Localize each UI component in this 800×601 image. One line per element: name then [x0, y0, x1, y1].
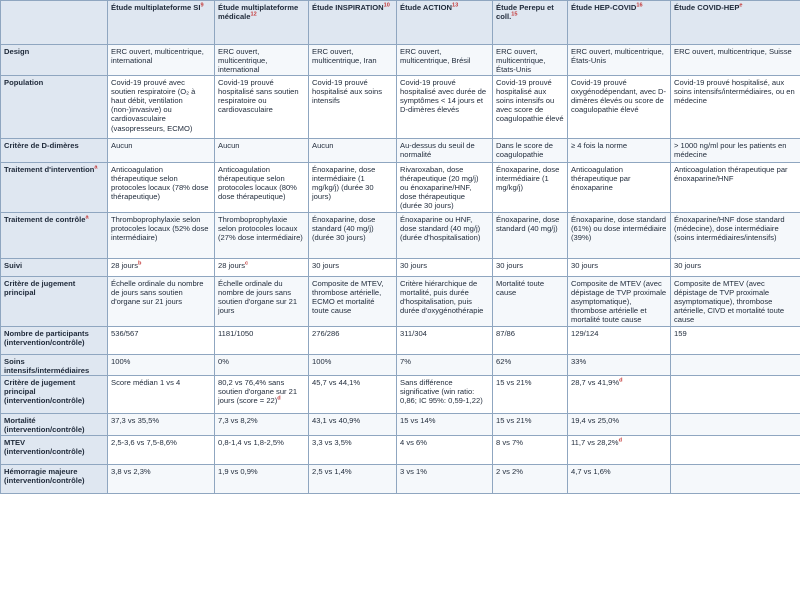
- row-label-text: MTEV (intervention/contrôle): [4, 438, 85, 457]
- row-label: [1, 414, 108, 436]
- table-cell: [397, 276, 493, 326]
- table-cell: [108, 75, 215, 138]
- row-label: [1, 465, 108, 494]
- cell-text: 30 jours: [312, 260, 340, 270]
- table-cell: [108, 45, 215, 76]
- cell-text: Anticoagulation thérapeutique par énoxaparine/HNF: [674, 164, 788, 183]
- row-label-text: Soins intensifs/intermédiaires: [4, 356, 90, 375]
- table-cell: [671, 45, 800, 76]
- cell-text: 3,8 vs 2,3%: [111, 467, 151, 477]
- cell-text: Composite de MTEV (avec dépistage de TVP proximale asymptomatique), thrombose artérielle et mortalité toute cause: [571, 278, 667, 325]
- cell-text: ERC ouvert, multicentrique, Suisse: [674, 47, 792, 56]
- table-cell: [108, 436, 215, 465]
- row-label: [1, 162, 108, 212]
- reference-number: 15: [511, 11, 518, 18]
- row-label: [1, 376, 108, 414]
- table-cell: [397, 436, 493, 465]
- table-cell: [568, 212, 671, 258]
- cell-text: 100%: [111, 356, 131, 366]
- table-cell: [493, 138, 568, 162]
- table-cell: [215, 258, 309, 276]
- cell-text: 15 vs 14%: [400, 416, 436, 426]
- cell-text: 87/86: [496, 328, 516, 338]
- footnote-marker: d: [618, 437, 622, 444]
- table-cell: [493, 75, 568, 138]
- table-cell: [493, 465, 568, 494]
- reference-number: 16: [636, 2, 643, 9]
- table-cell: [108, 326, 215, 354]
- table-cell: [671, 326, 800, 354]
- table-cell: [215, 376, 309, 414]
- table-cell: [108, 376, 215, 414]
- table-row: [1, 276, 800, 326]
- cell-text: Énoxaparine, dose intermédiaire (1 mg/kg/j): [496, 164, 560, 193]
- table-cell: [671, 258, 800, 276]
- cell-text: Thromboprophylaxie selon protocoles locaux (52% dose intermédiaire): [111, 214, 209, 243]
- cell-text: Covid-19 prouvé oxygénodépendant, avec D-dimères élevés ou score de coagulopathie élevé: [571, 77, 666, 115]
- table-cell: [493, 258, 568, 276]
- cell-text: 100%: [312, 356, 332, 366]
- table-cell: [493, 376, 568, 414]
- row-label: [1, 436, 108, 465]
- table-cell: [568, 436, 671, 465]
- table-cell: [568, 162, 671, 212]
- row-label: [1, 354, 108, 375]
- table-row: [1, 465, 800, 494]
- table-cell: [397, 376, 493, 414]
- cell-text: 28,7 vs 41,9%: [571, 378, 620, 388]
- row-label-text: Suivi: [4, 260, 23, 270]
- cell-text: 276/286: [312, 328, 340, 338]
- cell-text: 536/567: [111, 328, 139, 338]
- table-cell: [568, 75, 671, 138]
- table-cell: [215, 276, 309, 326]
- cell-text: Énoxaparine ou HNF, dose standard (40 mg/j) (durée d'hospitalisation): [400, 214, 481, 243]
- table-row: [1, 354, 800, 375]
- cell-text: 2,5 vs 1,4%: [312, 467, 352, 477]
- study-header-text: Étude multiplateforme médicale: [218, 3, 299, 22]
- cell-text: Covid-19 prouvé hospitalisé aux soins intensifs: [312, 77, 383, 106]
- table-cell: [309, 436, 397, 465]
- cell-text: 7%: [400, 356, 411, 366]
- table-row: [1, 436, 800, 465]
- table-row: [1, 212, 800, 258]
- table-cell: [397, 138, 493, 162]
- table-cell: [309, 258, 397, 276]
- study-header: [568, 1, 671, 45]
- table-cell: [671, 414, 800, 436]
- cell-text: Énoxaparine, dose standard (40 mg/j): [496, 214, 560, 233]
- reference-number: 9: [200, 2, 204, 9]
- table-cell: [671, 436, 800, 465]
- table-cell: [397, 162, 493, 212]
- table-cell: [493, 212, 568, 258]
- table-row: [1, 414, 800, 436]
- table-cell: [493, 326, 568, 354]
- study-header-text: Étude INSPIRATION: [312, 3, 384, 12]
- table-row: [1, 45, 800, 76]
- reference-number: 10: [383, 2, 390, 9]
- table-cell: [309, 414, 397, 436]
- table-cell: [215, 45, 309, 76]
- cell-text: Covid-19 prouvé hospitalisé aux soins intensifs ou avec score de coagulopathie élevé: [496, 77, 564, 124]
- study-header: [493, 1, 568, 45]
- cell-text: 2 vs 2%: [496, 467, 524, 477]
- cell-text: Aucun: [218, 140, 240, 150]
- table-cell: [671, 276, 800, 326]
- table-cell: [568, 354, 671, 375]
- table-cell: [397, 465, 493, 494]
- reference-number: 13: [452, 2, 459, 9]
- table-cell: [671, 212, 800, 258]
- table-cell: [215, 436, 309, 465]
- cell-text: Anticoagulation thérapeutique selon protocoles locaux (80% dose thérapeutique): [218, 164, 297, 202]
- study-header-text: Étude ACTION: [400, 3, 453, 12]
- row-label-text: Nombre de participants (intervention/contrôle): [4, 328, 89, 347]
- table-cell: [568, 276, 671, 326]
- footnote-marker: a: [85, 214, 89, 221]
- row-label: [1, 258, 108, 276]
- row-label-text: Traitement de contrôle: [4, 214, 86, 224]
- table-cell: [397, 75, 493, 138]
- cell-text: 159: [674, 328, 687, 338]
- table-row: [1, 326, 800, 354]
- cell-text: Anticoagulation thérapeutique par énoxaparine: [571, 164, 631, 193]
- cell-text: Covid-19 prouvé avec soutien respiratoire (O₂ à haut débit, ventilation (non-)invasive) ou cardiovasculaire (vasopresseurs, ECMO): [111, 77, 196, 133]
- table-cell: [215, 354, 309, 375]
- table-cell: [108, 354, 215, 375]
- table-cell: [215, 465, 309, 494]
- study-header: [215, 1, 309, 45]
- cell-text: 30 jours: [496, 260, 524, 270]
- study-header-text: Étude HEP-COVID: [571, 3, 637, 12]
- row-label: [1, 276, 108, 326]
- cell-text: > 1000 ng/ml pour les patients en médecine: [674, 140, 787, 159]
- table-cell: [309, 212, 397, 258]
- cell-text: Au-dessus du seuil de normalité: [400, 140, 475, 159]
- cell-text: 1181/1050: [218, 328, 254, 338]
- cell-text: 7,3 vs 8,2%: [218, 416, 258, 426]
- cell-text: 45,7 vs 44,1%: [312, 378, 361, 388]
- cell-text: Sans différence significative (win ratio: 0,86; IC 95%: 0,59-1,22): [400, 378, 483, 406]
- table-cell: [309, 465, 397, 494]
- table-cell: [493, 354, 568, 375]
- table-cell: [397, 258, 493, 276]
- footnote-marker: c: [245, 260, 249, 267]
- cell-text: 311/304: [400, 328, 427, 338]
- cell-text: 3,3 vs 3,5%: [312, 438, 352, 448]
- table-cell: [215, 138, 309, 162]
- table-cell: [397, 414, 493, 436]
- table-cell: [397, 326, 493, 354]
- table-cell: [493, 436, 568, 465]
- cell-text: 80,2 vs 76,4% sans soutien d'organe sur 21 jours (score = 22): [218, 378, 298, 406]
- cell-text: 15 vs 21%: [496, 416, 532, 426]
- cell-text: Composite de MTEV, thrombose artérielle, ECMO et mortalité toute cause: [312, 278, 384, 316]
- study-header: [309, 1, 397, 45]
- row-label: [1, 45, 108, 76]
- study-header: [397, 1, 493, 45]
- study-header-text: Étude multiplateforme SI: [111, 3, 201, 12]
- table-cell: [108, 212, 215, 258]
- cell-text: Covid-19 prouvé hospitalisé avec durée de symptômes < 14 jours et D-dimères élevés: [400, 77, 487, 115]
- row-label: [1, 326, 108, 354]
- row-label-text: Critère de D-dimères: [4, 140, 79, 150]
- cell-text: 28 jours: [218, 260, 246, 270]
- study-header: [671, 1, 800, 45]
- row-label-text: Population: [4, 77, 44, 87]
- table-cell: [108, 162, 215, 212]
- row-label: [1, 212, 108, 258]
- table-cell: [493, 162, 568, 212]
- cell-text: ERC ouvert, multicentrique, international: [218, 47, 268, 75]
- table-body: [1, 45, 800, 494]
- table-cell: [108, 414, 215, 436]
- row-label-text: Design: [4, 47, 30, 56]
- cell-text: 11,7 vs 28,2%: [571, 438, 619, 448]
- cell-text: Dans le score de coagulopathie: [496, 140, 553, 159]
- cell-text: ERC ouvert, multicentrique, États-Unis: [496, 47, 546, 75]
- cell-text: 4,7 vs 1,6%: [571, 467, 611, 477]
- table-cell: [215, 162, 309, 212]
- table-cell: [108, 138, 215, 162]
- table-cell: [568, 258, 671, 276]
- cell-text: 129/124: [571, 328, 599, 338]
- table-cell: [568, 326, 671, 354]
- table-cell: [309, 354, 397, 375]
- footnote-marker: b: [138, 260, 142, 267]
- table-cell: [671, 354, 800, 375]
- cell-text: Aucun: [111, 140, 133, 150]
- table-cell: [671, 75, 800, 138]
- table-cell: [309, 326, 397, 354]
- table-cell: [493, 45, 568, 76]
- cell-text: 33%: [571, 356, 587, 366]
- cell-text: Covid-19 prouvé hospitalisé, aux soins intensifs/intermédiaires, ou en médecine: [674, 77, 795, 106]
- cell-text: 15 vs 21%: [496, 378, 532, 388]
- row-label-text: Critère de jugement principal: [4, 278, 76, 297]
- table-cell: [215, 326, 309, 354]
- cell-text: 30 jours: [674, 260, 702, 270]
- cell-text: Anticoagulation thérapeutique selon protocoles locaux (78% dose thérapeutique): [111, 164, 209, 202]
- table-cell: [671, 162, 800, 212]
- table-cell: [493, 414, 568, 436]
- study-header: [108, 1, 215, 45]
- cell-text: Échelle ordinale du nombre de jours sans soutien d'organe sur 21 jours: [111, 278, 204, 307]
- cell-text: 28 jours: [111, 260, 139, 270]
- cell-text: 0,8-1,4 vs 1,8-2,5%: [218, 438, 284, 448]
- cell-text: Énoxaparine, dose standard (61%) ou dose intermédiaire (39%): [571, 214, 667, 243]
- row-label-text: Hémorragie majeure (intervention/contrôle): [4, 467, 85, 486]
- table-cell: [671, 465, 800, 494]
- cell-text: ERC ouvert, multicentrique, Iran: [312, 47, 377, 66]
- cell-text: Covid-19 prouvé hospitalisé sans soutien respiratoire ou cardiovasculaire: [218, 77, 299, 115]
- row-label: [1, 75, 108, 138]
- reference-number: 12: [250, 11, 257, 18]
- cell-text: ERC ouvert, multicentrique, États-Unis: [571, 47, 664, 66]
- cell-text: Énoxaparine, dose standard (40 mg/j) (durée 30 jours): [312, 214, 376, 243]
- cell-text: 62%: [496, 356, 512, 366]
- cell-text: Mortalité toute cause: [496, 278, 545, 297]
- study-header-text: Étude Perepu et coll.: [496, 3, 554, 22]
- cell-text: ≥ 4 fois la norme: [571, 140, 628, 150]
- table-cell: [309, 376, 397, 414]
- cell-text: 30 jours: [571, 260, 599, 270]
- table-cell: [215, 212, 309, 258]
- cell-text: Score médian 1 vs 4: [111, 378, 181, 388]
- table-cell: [309, 75, 397, 138]
- cell-text: 0%: [218, 356, 229, 366]
- corner-header: [1, 1, 108, 45]
- cell-text: 1,9 vs 0,9%: [218, 467, 258, 477]
- row-label: [1, 138, 108, 162]
- cell-text: Énoxaparine/HNF dose standard (médecine), dose intermédiaire (soins intermédiaires/intensifs): [674, 214, 785, 243]
- footnote-marker: d: [619, 377, 623, 384]
- table-cell: [309, 276, 397, 326]
- table-cell: [309, 162, 397, 212]
- table-row: [1, 258, 800, 276]
- table-row: [1, 162, 800, 212]
- table-cell: [671, 138, 800, 162]
- table-cell: [108, 258, 215, 276]
- cell-text: 2,5-3,6 vs 7,5-8,6%: [111, 438, 177, 448]
- table-cell: [493, 276, 568, 326]
- cell-text: 37,3 vs 35,5%: [111, 416, 160, 426]
- table-cell: [568, 414, 671, 436]
- table-row: [1, 138, 800, 162]
- cell-text: 19,4 vs 25,0%: [571, 416, 620, 426]
- table-cell: [215, 414, 309, 436]
- table-cell: [671, 376, 800, 414]
- table-cell: [215, 75, 309, 138]
- table-cell: [397, 212, 493, 258]
- table-cell: [309, 45, 397, 76]
- cell-text: Composite de MTEV (avec dépistage de TVP proximale asymptomatique), thrombose artérielle, CIVD et mortalité toute cause: [674, 278, 785, 325]
- table-cell: [568, 45, 671, 76]
- row-label-text: Mortalité (intervention/contrôle): [4, 416, 85, 435]
- cell-text: 8 vs 7%: [496, 438, 524, 448]
- cell-text: Énoxaparine, dose intermédiaire (1 mg/kg/j) (durée 30 jours): [312, 164, 376, 202]
- cell-text: 3 vs 1%: [400, 467, 428, 477]
- table-cell: [397, 45, 493, 76]
- table-cell: [568, 138, 671, 162]
- row-label-text: Critère de jugement principal (intervention/contrôle): [4, 378, 85, 406]
- table-cell: [309, 138, 397, 162]
- table-cell: [397, 354, 493, 375]
- cell-text: ERC ouvert, multicentrique, international: [111, 47, 204, 66]
- cell-text: ERC ouvert, multicentrique, Brésil: [400, 47, 471, 66]
- footnote-marker: d: [277, 395, 281, 402]
- study-header-text: Étude COVID-HEP: [674, 3, 740, 12]
- footnote-marker: a: [94, 164, 98, 171]
- table-row: [1, 75, 800, 138]
- cell-text: 4 vs 6%: [400, 438, 428, 448]
- cell-text: Rivaroxaban, dose thérapeutique (20 mg/j) ou énoxaparine/HNF, dose thérapeutique (durée 30 jours): [400, 164, 479, 211]
- table-cell: [108, 276, 215, 326]
- reference-number: e: [739, 2, 743, 9]
- table-cell: [108, 465, 215, 494]
- row-label-text: Traitement d'intervention: [4, 164, 95, 174]
- cell-text: Critère hiérarchique de mortalité, puis durée d'hospitalisation, puis durée d'oxygénothérapie: [400, 278, 484, 316]
- table-cell: [568, 376, 671, 414]
- table-row: [1, 376, 800, 414]
- cell-text: 30 jours: [400, 260, 428, 270]
- cell-text: Thromboprophylaxie selon protocoles locaux (27% dose intermédiaire): [218, 214, 303, 243]
- cell-text: 43,1 vs 40,9%: [312, 416, 361, 426]
- cell-text: Échelle ordinale du nombre de jours sans soutien d'organe sur 21 jours: [218, 278, 298, 316]
- table-cell: [568, 465, 671, 494]
- header-row: [1, 1, 800, 45]
- cell-text: Aucun: [312, 140, 334, 150]
